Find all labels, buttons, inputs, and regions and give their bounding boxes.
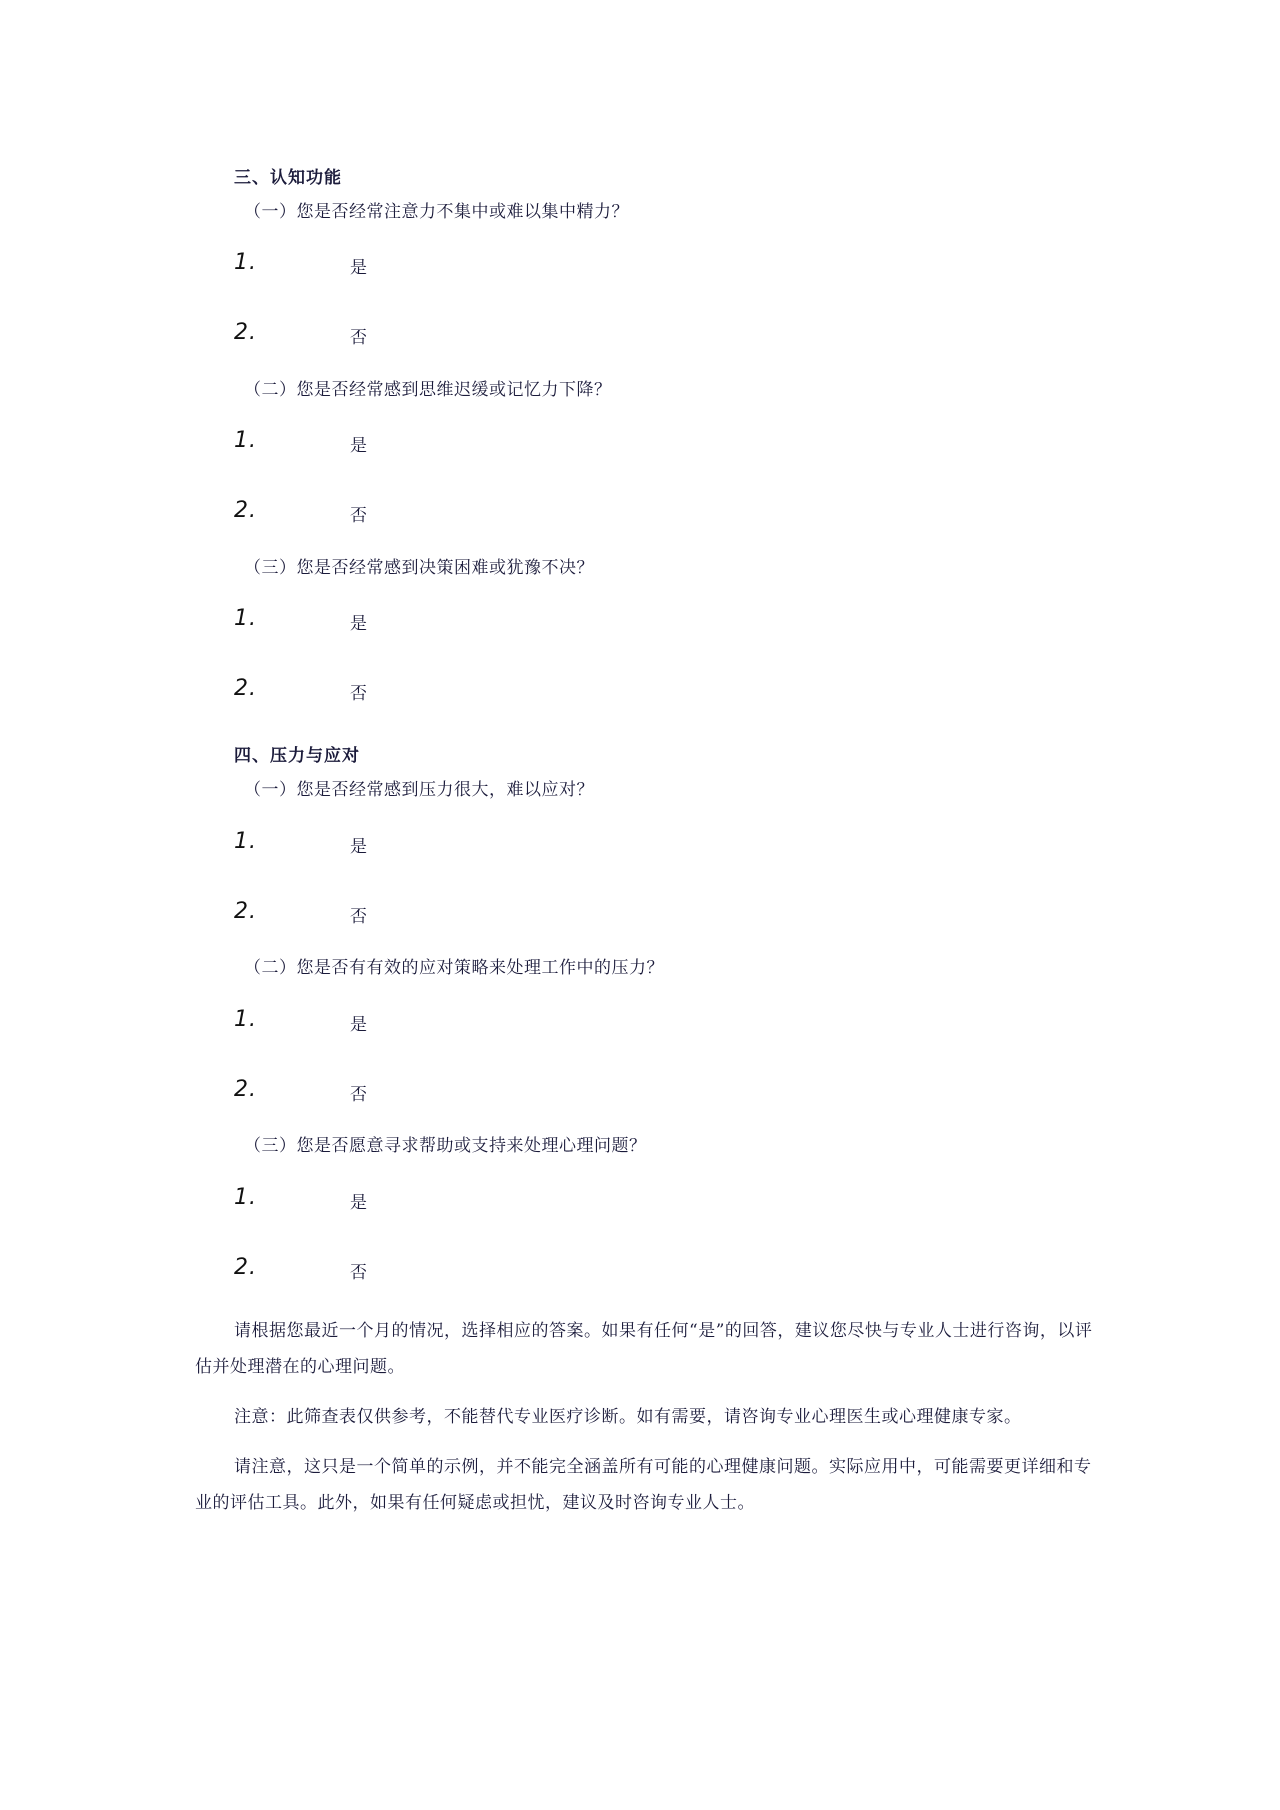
- option-label-no: 否: [350, 328, 367, 348]
- option-number: 1.: [234, 1185, 257, 1210]
- option-label-no: 否: [350, 1263, 367, 1283]
- option-label-yes: 是: [350, 436, 367, 456]
- option-label-no: 否: [350, 907, 367, 927]
- option-number: 2.: [234, 498, 257, 523]
- option-number: 1.: [234, 829, 257, 854]
- option-number: 1.: [234, 250, 257, 275]
- option-number: 1.: [234, 428, 257, 453]
- option-number: 1.: [234, 606, 257, 631]
- option-number: 2.: [234, 320, 257, 345]
- option-label-yes: 是: [350, 1193, 367, 1213]
- option-number: 2.: [234, 676, 257, 701]
- question-3-2: （二）您是否经常感到思维迟缓或记忆力下降？: [244, 380, 612, 400]
- section-heading-cognitive: 三、认知功能: [234, 168, 342, 188]
- option-label-yes: 是: [350, 1015, 367, 1035]
- option-number: 2.: [234, 1255, 257, 1280]
- option-label-yes: 是: [350, 837, 367, 857]
- note-paragraph: 请注意，这只是一个简单的示例，并不能完全涵盖所有可能的心理健康问题。实际应用中，可能需要更详细和专业的评估工具。此外，如果有任何疑虑或担忧，建议及时咨询专业人士。: [195, 1457, 1092, 1513]
- option-label-no: 否: [350, 1085, 367, 1105]
- option-number: 2.: [234, 1077, 257, 1102]
- option-number: 1.: [234, 1007, 257, 1032]
- option-label-yes: 是: [350, 614, 367, 634]
- question-3-1: （一）您是否经常注意力不集中或难以集中精力？: [244, 202, 629, 222]
- question-4-3: （三）您是否愿意寻求帮助或支持来处理心理问题？: [244, 1136, 647, 1156]
- section-heading-stress: 四、压力与应对: [234, 746, 360, 766]
- question-4-2: （二）您是否有有效的应对策略来处理工作中的压力？: [244, 958, 664, 978]
- question-4-1: （一）您是否经常感到压力很大，难以应对？: [244, 780, 594, 800]
- instruction-paragraph: 请根据您最近一个月的情况，选择相应的答案。如果有任何“是”的回答，建议您尽快与专业人士进行咨询，以评估并处理潜在的心理问题。: [195, 1321, 1093, 1377]
- disclaimer-paragraph: 注意：此筛查表仅供参考，不能替代专业医疗诊断。如有需要，请咨询专业心理医生或心理健康专家。: [234, 1407, 1022, 1427]
- option-number: 2.: [234, 899, 257, 924]
- option-label-no: 否: [350, 506, 367, 526]
- option-label-yes: 是: [350, 258, 367, 278]
- question-3-3: （三）您是否经常感到决策困难或犹豫不决？: [244, 558, 594, 578]
- option-label-no: 否: [350, 684, 367, 704]
